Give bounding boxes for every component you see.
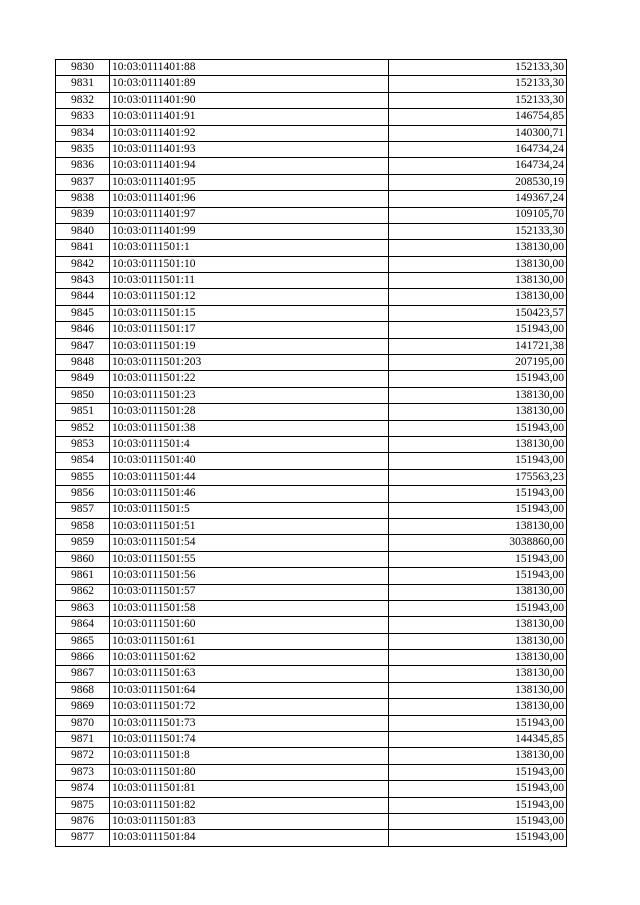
row-number-cell: 9833: [56, 109, 110, 125]
row-number-cell: 9873: [56, 764, 110, 780]
cadastral-number-cell: 10:03:0111501:8: [110, 748, 389, 764]
row-number-cell: 9844: [56, 289, 110, 305]
cadastral-number-cell: 10:03:0111501:57: [110, 584, 389, 600]
table-row: [56, 568, 567, 584]
table-row: [56, 666, 567, 682]
row-number-cell: 9874: [56, 781, 110, 797]
table-row: [56, 158, 567, 174]
cadastral-number-cell: 10:03:0111401:94: [110, 158, 389, 174]
cadastral-value-cell: 138130,00: [389, 256, 567, 272]
cadastral-value-cell: 151943,00: [389, 486, 567, 502]
cadastral-number-cell: 10:03:0111401:91: [110, 109, 389, 125]
table-row: [56, 76, 567, 92]
cadastral-number-cell: 10:03:0111501:28: [110, 404, 389, 420]
cadastral-value-cell: 138130,00: [389, 650, 567, 666]
cadastral-value-cell: 138130,00: [389, 633, 567, 649]
cadastral-value-cell: 152133,30: [389, 223, 567, 239]
row-number-cell: 9836: [56, 158, 110, 174]
row-number-cell: 9837: [56, 174, 110, 190]
row-number-cell: 9859: [56, 535, 110, 551]
cadastral-value-cell: 151943,00: [389, 830, 567, 846]
cadastral-number-cell: 10:03:0111501:60: [110, 617, 389, 633]
cadastral-value-cell: 138130,00: [389, 404, 567, 420]
cadastral-number-cell: 10:03:0111401:88: [110, 60, 389, 76]
cadastral-number-cell: 10:03:0111501:23: [110, 387, 389, 403]
cadastral-value-cell: 151943,00: [389, 568, 567, 584]
table-row: [56, 453, 567, 469]
cadastral-number-cell: 10:03:0111501:22: [110, 371, 389, 387]
cadastral-value-cell: 151943,00: [389, 371, 567, 387]
cadastral-value-cell: 164734,24: [389, 158, 567, 174]
cadastral-value-cell: 151943,00: [389, 781, 567, 797]
row-number-cell: 9857: [56, 502, 110, 518]
row-number-cell: 9847: [56, 338, 110, 354]
cadastral-number-cell: 10:03:0111501:73: [110, 715, 389, 731]
cadastral-number-cell: 10:03:0111501:72: [110, 699, 389, 715]
cadastral-number-cell: 10:03:0111501:56: [110, 568, 389, 584]
cadastral-value-cell: 152133,30: [389, 60, 567, 76]
row-number-cell: 9849: [56, 371, 110, 387]
table-row: [56, 207, 567, 223]
cadastral-value-cell: 151943,00: [389, 764, 567, 780]
cadastral-value-cell: 175563,23: [389, 469, 567, 485]
cadastral-value-cell: 138130,00: [389, 617, 567, 633]
cadastral-value-cell: 138130,00: [389, 682, 567, 698]
table-row: [56, 109, 567, 125]
cadastral-value-cell: 138130,00: [389, 273, 567, 289]
cadastral-number-cell: 10:03:0111501:19: [110, 338, 389, 354]
cadastral-value-cell: 150423,57: [389, 305, 567, 321]
row-number-cell: 9840: [56, 223, 110, 239]
row-number-cell: 9867: [56, 666, 110, 682]
cadastral-number-cell: 10:03:0111401:99: [110, 223, 389, 239]
table-row: [56, 535, 567, 551]
cadastral-number-cell: 10:03:0111501:55: [110, 551, 389, 567]
table-row: [56, 125, 567, 141]
row-number-cell: 9830: [56, 60, 110, 76]
row-number-cell: 9877: [56, 830, 110, 846]
cadastral-number-cell: 10:03:0111401:95: [110, 174, 389, 190]
cadastral-number-cell: 10:03:0111501:40: [110, 453, 389, 469]
cadastral-value-cell: 152133,30: [389, 76, 567, 92]
cadastral-value-cell: 151943,00: [389, 813, 567, 829]
table-row: [56, 436, 567, 452]
row-number-cell: 9865: [56, 633, 110, 649]
table-row: [56, 715, 567, 731]
cadastral-number-cell: 10:03:0111501:44: [110, 469, 389, 485]
row-number-cell: 9832: [56, 92, 110, 108]
cadastral-value-cell: 138130,00: [389, 518, 567, 534]
row-number-cell: 9846: [56, 322, 110, 338]
cadastral-value-cell: 207195,00: [389, 355, 567, 371]
row-number-cell: 9834: [56, 125, 110, 141]
row-number-cell: 9831: [56, 76, 110, 92]
table-row: [56, 584, 567, 600]
table-row: [56, 256, 567, 272]
cadastral-value-cell: 138130,00: [389, 699, 567, 715]
cadastral-value-cell: 152133,30: [389, 92, 567, 108]
row-number-cell: 9863: [56, 600, 110, 616]
cadastral-value-cell: 149367,24: [389, 191, 567, 207]
cadastral-value-cell: 109105,70: [389, 207, 567, 223]
row-number-cell: 9856: [56, 486, 110, 502]
cadastral-value-cell: 138130,00: [389, 748, 567, 764]
table-row: [56, 617, 567, 633]
cadastral-number-cell: 10:03:0111501:61: [110, 633, 389, 649]
table-row: [56, 404, 567, 420]
cadastral-value-cell: 141721,38: [389, 338, 567, 354]
row-number-cell: 9866: [56, 650, 110, 666]
table-row: [56, 502, 567, 518]
table-row: [56, 338, 567, 354]
cadastral-number-cell: 10:03:0111401:97: [110, 207, 389, 223]
table-row: [56, 682, 567, 698]
cadastral-number-cell: 10:03:0111501:63: [110, 666, 389, 682]
cadastral-value-table: [55, 59, 567, 847]
table-row: [56, 797, 567, 813]
table-row: [56, 518, 567, 534]
row-number-cell: 9852: [56, 420, 110, 436]
cadastral-number-cell: 10:03:0111501:4: [110, 436, 389, 452]
cadastral-number-cell: 10:03:0111401:93: [110, 141, 389, 157]
cadastral-number-cell: 10:03:0111501:5: [110, 502, 389, 518]
table-row: [56, 600, 567, 616]
table-row: [56, 813, 567, 829]
row-number-cell: 9864: [56, 617, 110, 633]
row-number-cell: 9839: [56, 207, 110, 223]
cadastral-value-cell: 151943,00: [389, 420, 567, 436]
row-number-cell: 9838: [56, 191, 110, 207]
cadastral-number-cell: 10:03:0111401:89: [110, 76, 389, 92]
cadastral-value-cell: 138130,00: [389, 436, 567, 452]
cadastral-number-cell: 10:03:0111501:51: [110, 518, 389, 534]
cadastral-value-cell: 138130,00: [389, 289, 567, 305]
table-row: [56, 322, 567, 338]
table-row: [56, 355, 567, 371]
table-row: [56, 387, 567, 403]
table-row: [56, 633, 567, 649]
table-row: [56, 420, 567, 436]
cadastral-value-cell: 151943,00: [389, 797, 567, 813]
row-number-cell: 9853: [56, 436, 110, 452]
row-number-cell: 9842: [56, 256, 110, 272]
cadastral-number-cell: 10:03:0111501:82: [110, 797, 389, 813]
row-number-cell: 9869: [56, 699, 110, 715]
cadastral-number-cell: 10:03:0111501:11: [110, 273, 389, 289]
cadastral-number-cell: 10:03:0111501:38: [110, 420, 389, 436]
row-number-cell: 9862: [56, 584, 110, 600]
cadastral-number-cell: 10:03:0111501:81: [110, 781, 389, 797]
cadastral-number-cell: 10:03:0111501:203: [110, 355, 389, 371]
table-row: [56, 371, 567, 387]
cadastral-number-cell: 10:03:0111401:90: [110, 92, 389, 108]
row-number-cell: 9854: [56, 453, 110, 469]
cadastral-value-cell: 151943,00: [389, 322, 567, 338]
row-number-cell: 9843: [56, 273, 110, 289]
row-number-cell: 9858: [56, 518, 110, 534]
table-row: [56, 174, 567, 190]
row-number-cell: 9861: [56, 568, 110, 584]
row-number-cell: 9870: [56, 715, 110, 731]
table-row: [56, 305, 567, 321]
row-number-cell: 9868: [56, 682, 110, 698]
cadastral-number-cell: 10:03:0111501:58: [110, 600, 389, 616]
table-row: [56, 141, 567, 157]
cadastral-value-cell: 146754,85: [389, 109, 567, 125]
table-row: [56, 223, 567, 239]
cadastral-number-cell: 10:03:0111501:17: [110, 322, 389, 338]
cadastral-number-cell: 10:03:0111501:74: [110, 732, 389, 748]
cadastral-number-cell: 10:03:0111501:10: [110, 256, 389, 272]
table-row: [56, 273, 567, 289]
row-number-cell: 9875: [56, 797, 110, 813]
table-row: [56, 781, 567, 797]
table-row: [56, 764, 567, 780]
table-row: [56, 650, 567, 666]
row-number-cell: 9855: [56, 469, 110, 485]
table-row: [56, 748, 567, 764]
table-row: [56, 240, 567, 256]
table-row: [56, 92, 567, 108]
cadastral-number-cell: 10:03:0111501:1: [110, 240, 389, 256]
cadastral-number-cell: 10:03:0111501:80: [110, 764, 389, 780]
cadastral-value-cell: 151943,00: [389, 551, 567, 567]
cadastral-value-cell: 151943,00: [389, 715, 567, 731]
cadastral-number-cell: 10:03:0111401:96: [110, 191, 389, 207]
table-row: [56, 289, 567, 305]
cadastral-value-cell: 151943,00: [389, 600, 567, 616]
cadastral-value-cell: 151943,00: [389, 453, 567, 469]
table-row: [56, 699, 567, 715]
cadastral-number-cell: 10:03:0111501:83: [110, 813, 389, 829]
cadastral-value-cell: 164734,24: [389, 141, 567, 157]
table-row: [56, 732, 567, 748]
cadastral-value-cell: 138130,00: [389, 584, 567, 600]
table-row: [56, 551, 567, 567]
table-row: [56, 486, 567, 502]
row-number-cell: 9876: [56, 813, 110, 829]
table-body: [56, 60, 567, 847]
row-number-cell: 9845: [56, 305, 110, 321]
row-number-cell: 9872: [56, 748, 110, 764]
row-number-cell: 9835: [56, 141, 110, 157]
table-row: [56, 191, 567, 207]
cadastral-number-cell: 10:03:0111501:15: [110, 305, 389, 321]
cadastral-number-cell: 10:03:0111501:12: [110, 289, 389, 305]
row-number-cell: 9841: [56, 240, 110, 256]
cadastral-value-cell: 3038860,00: [389, 535, 567, 551]
row-number-cell: 9860: [56, 551, 110, 567]
row-number-cell: 9871: [56, 732, 110, 748]
cadastral-number-cell: 10:03:0111501:64: [110, 682, 389, 698]
cadastral-number-cell: 10:03:0111501:54: [110, 535, 389, 551]
cadastral-number-cell: 10:03:0111501:62: [110, 650, 389, 666]
cadastral-value-cell: 138130,00: [389, 666, 567, 682]
row-number-cell: 9851: [56, 404, 110, 420]
cadastral-value-cell: 140300,71: [389, 125, 567, 141]
cadastral-number-cell: 10:03:0111501:84: [110, 830, 389, 846]
row-number-cell: 9850: [56, 387, 110, 403]
table-row: [56, 469, 567, 485]
cadastral-value-cell: 208530,19: [389, 174, 567, 190]
cadastral-value-cell: 144345,85: [389, 732, 567, 748]
table-row: [56, 830, 567, 846]
cadastral-number-cell: 10:03:0111501:46: [110, 486, 389, 502]
table-row: [56, 60, 567, 76]
cadastral-value-cell: 138130,00: [389, 387, 567, 403]
cadastral-number-cell: 10:03:0111401:92: [110, 125, 389, 141]
row-number-cell: 9848: [56, 355, 110, 371]
cadastral-value-cell: 151943,00: [389, 502, 567, 518]
cadastral-value-cell: 138130,00: [389, 240, 567, 256]
